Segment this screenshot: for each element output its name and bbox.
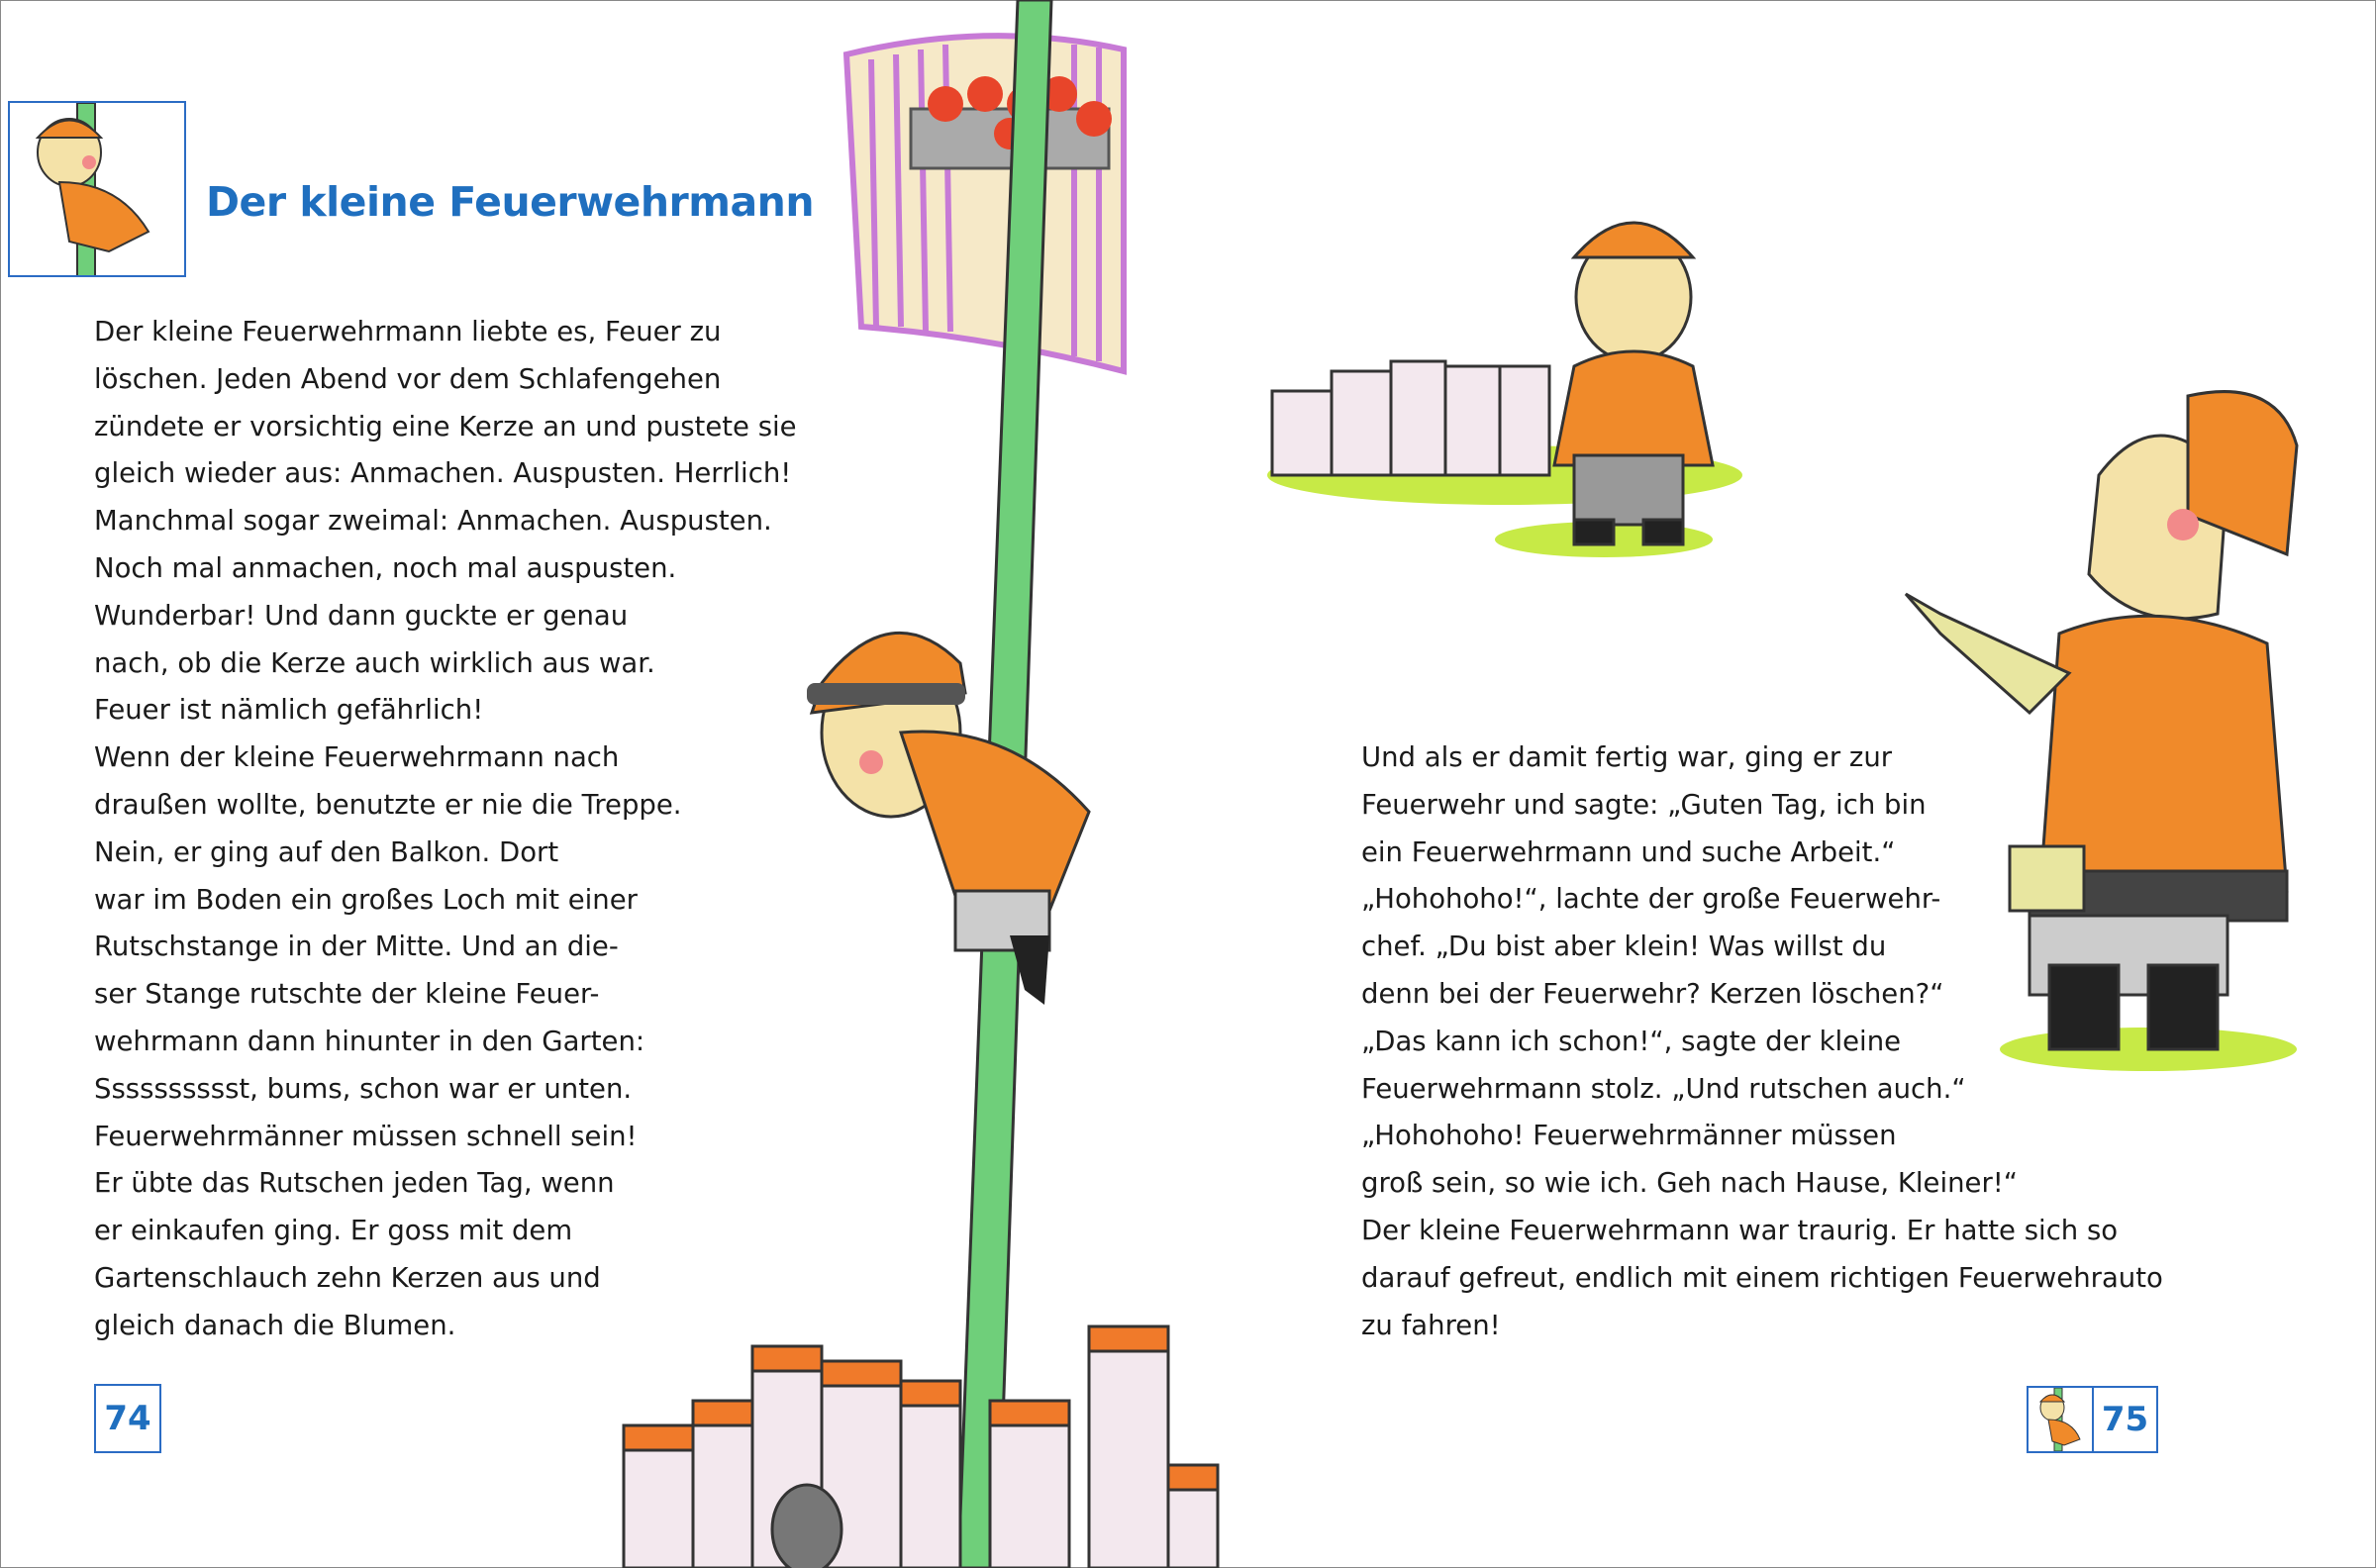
text-line: Feuerwehrmann stolz. „Und rutschen auch.“ — [1361, 1072, 1966, 1105]
text-line: Der kleine Feuerwehrmann war traurig. Er hatte sich so — [1361, 1214, 2119, 1246]
text-line: wehrmann dann hinunter in den Garten: — [94, 1025, 645, 1057]
page-number-left: 74 — [94, 1384, 161, 1453]
text-line: Manchmal sogar zweimal: Anmachen. Auspusten. — [94, 505, 772, 538]
text-line: Noch mal anmachen, noch mal auspusten. — [94, 551, 677, 584]
text-line: löschen. Jeden Abend vor dem Schlafengehen — [94, 362, 722, 395]
text-line: groß sein, so wie ich. Geh nach Hause, Kleiner!“ — [1361, 1167, 2019, 1200]
text-line: ein Feuerwehrmann und suche Arbeit.“ — [1361, 835, 1896, 868]
text-line: zündete er vorsichtig eine Kerze an und pustete sie — [94, 410, 797, 442]
text-line: Feuerwehrmänner müssen schnell sein! — [94, 1120, 638, 1152]
text-line: er einkaufen ging. Er goss mit dem — [94, 1215, 573, 1247]
chapter-icon — [8, 101, 186, 277]
text-line: Feuer ist nämlich gefährlich! — [94, 694, 484, 727]
text-line: war im Boden ein großes Loch mit einer — [94, 883, 638, 916]
page-number-label: 75 — [2101, 1400, 2149, 1439]
text-line: denn bei der Feuerwehr? Kerzen löschen?“ — [1361, 977, 1944, 1010]
text-line: Wenn der kleine Feuerwehrmann nach — [94, 741, 620, 774]
text-line: Wunderbar! Und dann guckte er genau — [94, 599, 629, 632]
page-number-right — [2027, 1386, 2158, 1453]
sliding-fireman-illustration — [807, 633, 1089, 1005]
text-line: Rutschstange in der Mitte. Und an die- — [94, 931, 619, 963]
text-line: „Hohohoho!“, lachte der große Feuerwehr- — [1361, 883, 1941, 916]
text-line: „Das kann ich schon!“, sagte der kleine — [1361, 1025, 1902, 1057]
text-line: Feuerwehr und sagte: „Guten Tag, ich bin — [1361, 788, 1927, 821]
text-line: Und als er damit fertig war, ging er zur — [1361, 741, 1893, 773]
text-line: Nein, er ging auf den Balkon. Dort — [94, 835, 559, 868]
text-line: Der kleine Feuerwehrmann liebte es, Feuer zu — [94, 316, 722, 347]
text-line: gleich danach die Blumen. — [94, 1309, 456, 1341]
text-line: zu fahren! — [1361, 1309, 1501, 1341]
text-line: „Hohohoho! Feuerwehrmänner müssen — [1361, 1120, 1897, 1152]
left-page-text — [94, 309, 797, 1350]
text-line: gleich wieder aus: Anmachen. Auspusten. Herrlich! — [94, 457, 792, 490]
text-line: Sssssssssst, bums, schon war er unten. — [94, 1072, 633, 1105]
balcony-illustration — [846, 36, 1124, 371]
text-line: Gartenschlauch zehn Kerzen aus und — [94, 1261, 601, 1294]
text-line: nach, ob die Kerze auch wirklich aus war. — [94, 646, 655, 679]
text-line: chef. „Du bist aber klein! Was willst du — [1361, 931, 1887, 963]
text-line: ser Stange rutschte der kleine Feuer- — [94, 978, 600, 1011]
page-title: Der kleine Feuerwehrmann — [206, 178, 815, 226]
right-page-text — [1361, 735, 2163, 1349]
small-fireman-illustration — [1267, 223, 1742, 557]
text-line: darauf gefreut, endlich mit einem richtigen Feuerwehrauto — [1361, 1261, 2163, 1294]
fireman-icon — [2029, 1388, 2094, 1451]
town-illustration — [624, 1326, 1218, 1568]
text-line: Er übte das Rutschen jeden Tag, wenn — [94, 1167, 615, 1200]
text-line: draußen wollte, benutzte er nie die Treppe. — [94, 788, 682, 821]
